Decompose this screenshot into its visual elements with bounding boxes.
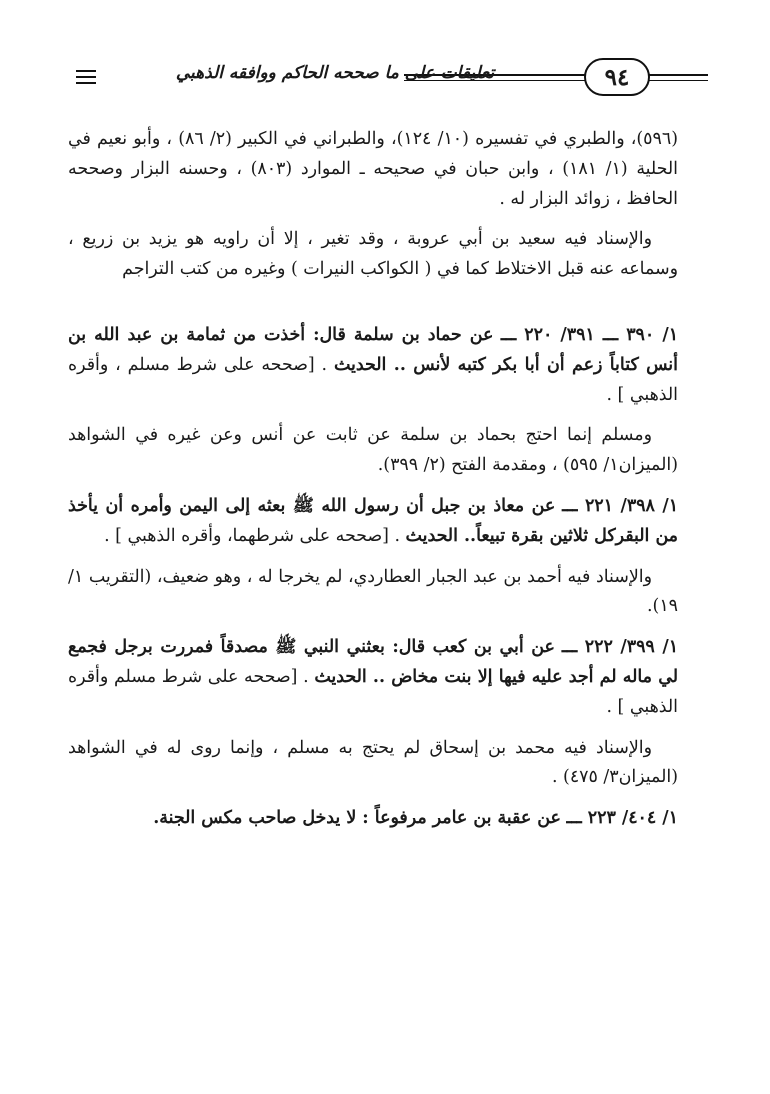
paragraph-comment [68, 563, 678, 623]
paragraph-text: (٥٩٦)، والطبري في تفسيره (١٠/ ١٢٤)، والطبراني في الكبير (٢/ ٨٦) ، وأبو نعيم في الحلية (١/ ١٨١) ، وابن حبان في صحيحه ـ الموارد (٨٠٣) ، وحسنه البزار وصححه الحافظ ، زوائد البزار له . [68, 129, 679, 209]
entry-reference: ١/ ٣٩٩/ ٢٢٢ ـــ [561, 637, 679, 658]
entry-text: عن حماد بن سلمة قال: أخذت من ثمامة بن عبد الله بن أنس كتاباً زعم أن أبا بكر كتبه لأنس .. الحديث [68, 324, 678, 375]
entry-text: عن أبي بن كعب قال: بعثني النبي ﷺ مصدقاً فمررت برجل فجمع لي ماله لم أجد عليه فيها إلا بنت مخاض .. الحديث [68, 637, 678, 687]
hadith-entry [68, 321, 678, 410]
hadith-entry [68, 804, 678, 834]
paragraph-text: ومسلم إنما احتج بحماد بن سلمة عن ثابت عن أنس وعن غيره في الشواهد (الميزان١/ ٥٩٥) ، ومقدمة الفتح (٢/ ٣٩٩). [68, 425, 678, 476]
entry-reference: ١/ ٣٩٠ ـــ ٣٩١/ ٢٢٠ ـــ [500, 324, 679, 345]
entry-reference: ١/ ٣٩٨/ ٢٢١ ـــ [562, 495, 679, 516]
paragraph-text: والإسناد فيه سعيد بن أبي عروبة ، وقد تغير ، إلا أن راويه هو يزيد بن زريع ، وسماعه عنه قبل الاختلاط كما في ( الكواكب النيرات ) وغيره من كتب التراجم [68, 229, 678, 280]
paragraph-comment [68, 421, 678, 481]
page-number: ٩٤ [584, 58, 650, 96]
entry-grading: . [صححه على شرط مسلم وأقره الذهبي ] . [68, 666, 678, 717]
paragraph-text: والإسناد فيه محمد بن إسحاق لم يحتج به مسلم ، وإنما روى له في الشواهد (الميزان٣/ ٤٧٥) . [68, 737, 678, 788]
paragraph-sources [68, 125, 678, 214]
hadith-entry [68, 492, 678, 552]
entry-grading: . [صححه على شرطهما، وأقره الذهبي ] . [104, 525, 400, 546]
entry-grading: . [صححه على شرط مسلم ، وأقره الذهبي ] . [68, 354, 678, 405]
entry-text: عن عقبة بن عامر مرفوعاً : لا يدخل صاحب مكس الجنة. [153, 808, 561, 829]
hadith-entry [68, 633, 678, 722]
header-end-mark [76, 70, 96, 72]
header-rule-right-thin [646, 80, 708, 81]
entry-text: عن معاذ بن جبل أن رسول الله ﷺ بعثه إلى اليمن وأمره أن يأخذ من البقركل ثلاثين بقرة تبيعاً.. الحديث [68, 495, 678, 546]
paragraph-comment [68, 734, 678, 794]
running-title: تعليقات على ما صححه الحاكم ووافقه الذهبي [175, 63, 495, 83]
page-body [68, 125, 678, 845]
header-end-mark [76, 76, 96, 78]
paragraph-text: والإسناد فيه أحمد بن عبد الجبار العطاردي، لم يخرجا له ، وهو ضعيف، (التقريب ١/ ١٩). [68, 566, 678, 617]
paragraph-isnad-note [68, 225, 678, 285]
header-end-mark [76, 82, 96, 84]
header-rule-right [646, 74, 708, 76]
entry-reference: ١/ ٤٠٤/ ٢٢٣ ـــ [566, 808, 678, 829]
